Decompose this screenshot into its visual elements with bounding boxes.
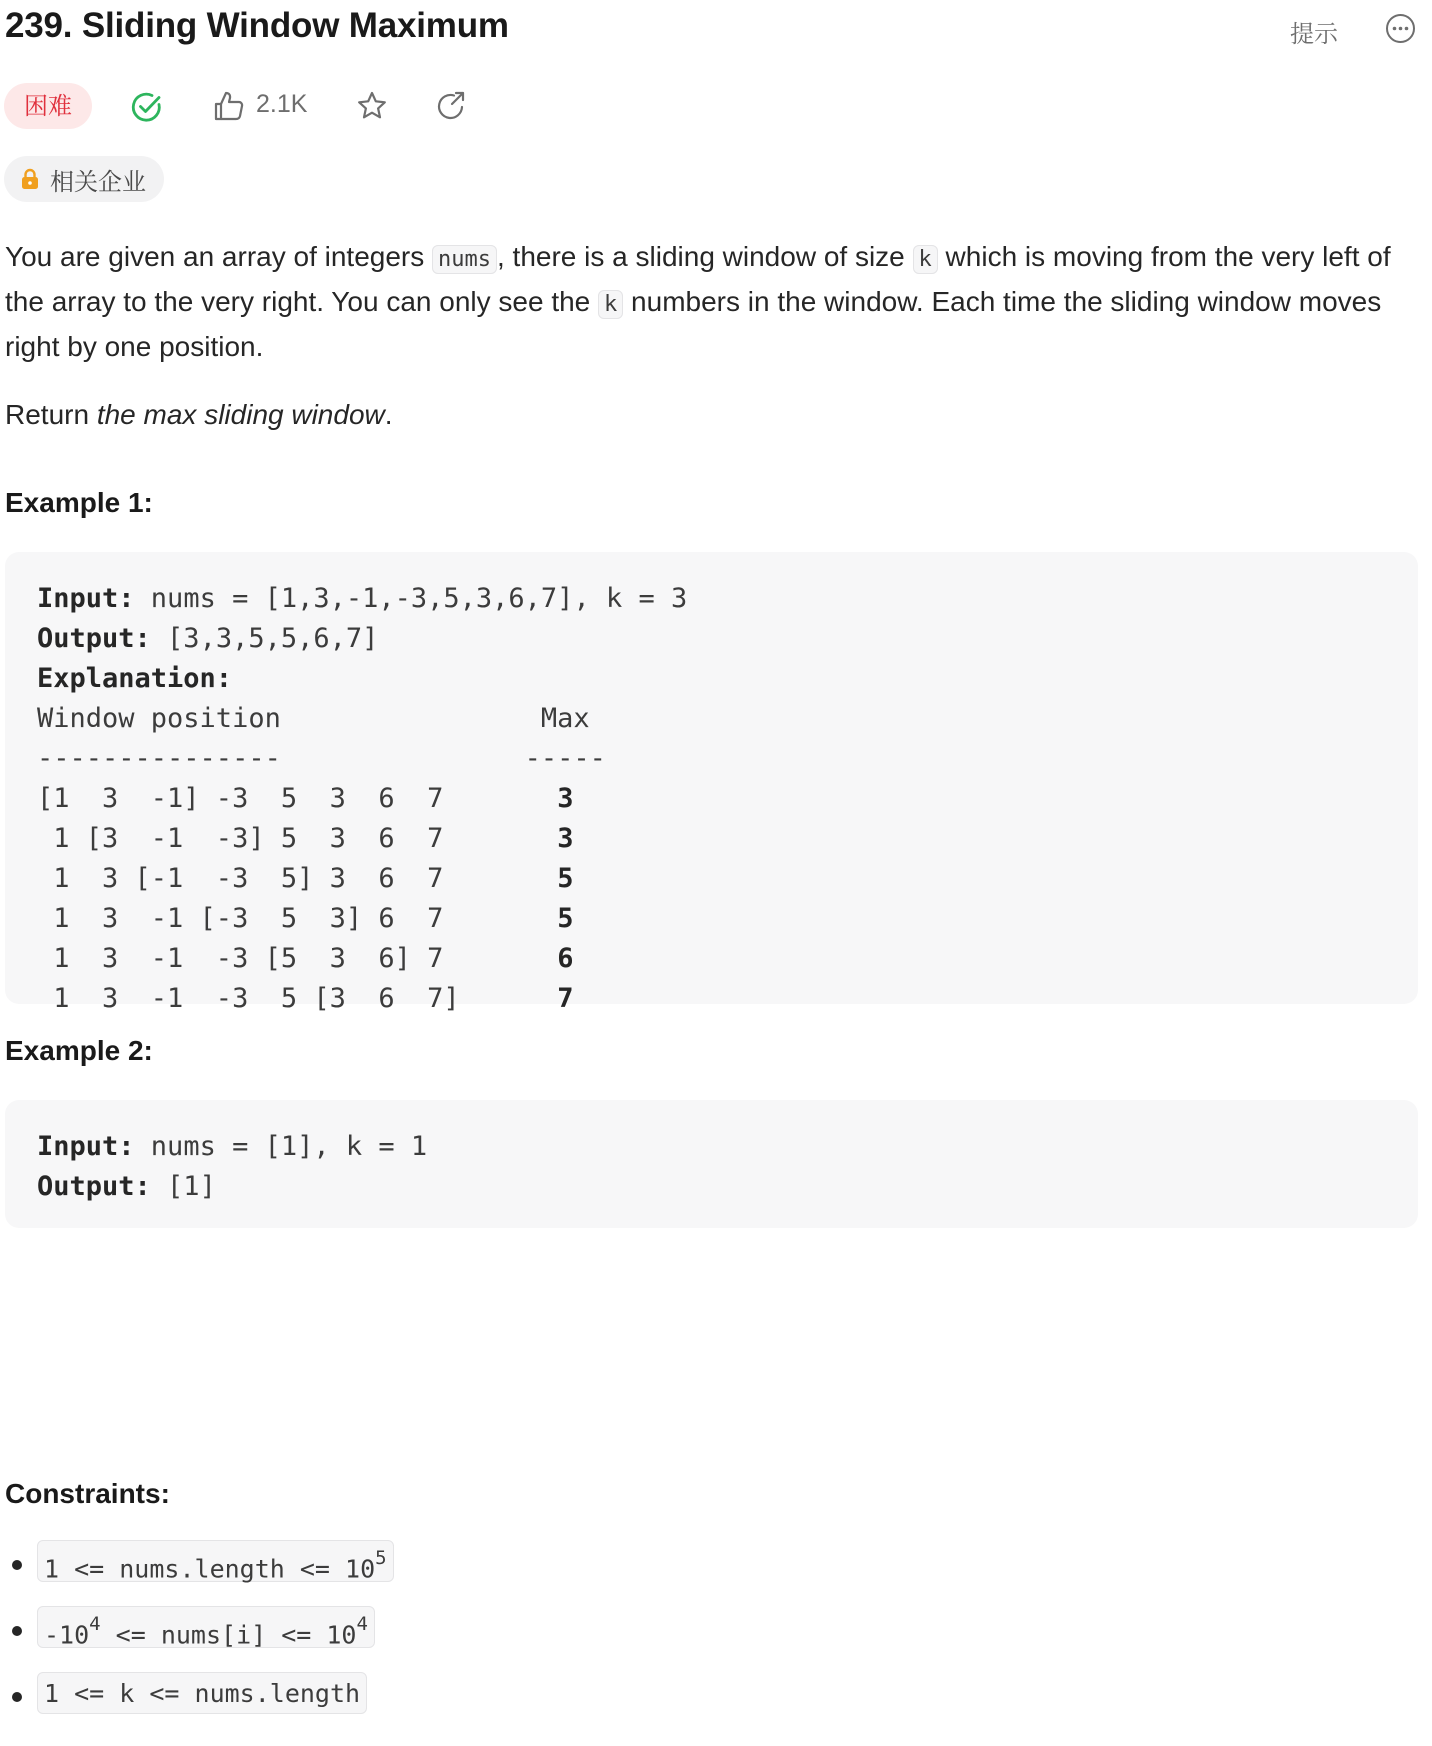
example-2-code: [37, 1127, 427, 1207]
bullet: [12, 1560, 22, 1570]
input-label: Input:: [37, 1131, 135, 1162]
window-position: 1 [3 -1 -3] 5 3 6 7: [37, 823, 460, 854]
more-horizontal-icon[interactable]: [1385, 13, 1416, 44]
problem-title: 239. Sliding Window Maximum: [5, 6, 509, 45]
inline-code: k: [598, 290, 623, 319]
output-label: Output:: [37, 623, 151, 654]
bullet: [12, 1692, 22, 1702]
desc-text: Return: [5, 399, 97, 430]
desc-text: numbers in the window. Each time the sliding window moves right by one position.: [5, 286, 1382, 362]
example-1-heading: Example 1:: [5, 487, 153, 518]
example-2-block: [5, 1100, 1418, 1228]
window-max: 3: [557, 783, 574, 814]
window-position: 1 3 -1 [-3 5 3] 6 7: [37, 903, 460, 934]
like-count: 2.1K: [256, 90, 308, 118]
lock-icon: [20, 168, 40, 190]
constraint-code: 1 <= k <= nums.length: [37, 1672, 367, 1714]
constraint-text: <= nums[i] <= 10: [100, 1620, 357, 1650]
input-label: Input:: [37, 583, 135, 614]
example-1-block: [5, 552, 1418, 1014]
output-label: Output:: [37, 1171, 151, 1202]
inline-code: nums: [432, 245, 497, 274]
constraint-exponent: 4: [356, 1613, 368, 1635]
constraint-code: [37, 1606, 375, 1648]
window-max: 7: [557, 983, 574, 1014]
window-position: [1 3 -1] -3 5 3 6 7: [37, 783, 460, 814]
constraint-code: [37, 1540, 394, 1582]
desc-text: , there is a sliding window of size: [497, 241, 913, 272]
table-header: Window position Max: [37, 703, 590, 734]
window-max: 5: [557, 863, 574, 894]
related-companies-tag[interactable]: [4, 156, 164, 202]
window-max: 6: [557, 943, 574, 974]
inline-code: k: [913, 245, 938, 274]
example-1-code: [37, 579, 687, 1019]
problem-description: [5, 236, 1425, 368]
difficulty-badge: 困难: [4, 83, 92, 129]
output-value: [3,3,5,5,6,7]: [150, 623, 379, 654]
explanation-label: Explanation:: [37, 663, 233, 694]
window-position: 1 3 -1 -3 [5 3 6] 7: [37, 943, 460, 974]
desc-text: which is moving from the very left of the array to the very right. You can only see the: [5, 241, 1391, 317]
bullet: [12, 1626, 22, 1636]
constraint-item: [5, 1540, 805, 1606]
constraint-item: [5, 1672, 805, 1738]
table-rule: --------------- -----: [37, 743, 606, 774]
window-max: 5: [557, 903, 574, 934]
share-icon[interactable]: [435, 90, 467, 122]
problem-meta-bar: [4, 83, 504, 129]
window-max: 3: [557, 823, 574, 854]
constraint-exponent: 5: [375, 1547, 387, 1569]
constraints-list: [5, 1540, 805, 1738]
return-statement: [5, 394, 393, 436]
example-2-heading: Example 2:: [5, 1035, 153, 1066]
constraints-heading: Constraints:: [5, 1478, 170, 1509]
constraint-item: [5, 1606, 805, 1672]
window-position: 1 3 -1 -3 5 [3 6 7]: [37, 983, 460, 1014]
input-value: nums = [1,3,-1,-3,5,3,6,7], k = 3: [134, 583, 688, 614]
input-value: nums = [1], k = 1: [134, 1131, 428, 1162]
constraint-text: -10: [44, 1620, 90, 1650]
hint-button[interactable]: 提示: [1290, 20, 1338, 48]
constraint-exponent: 4: [89, 1613, 101, 1635]
output-value: [1]: [150, 1171, 216, 1202]
star-icon[interactable]: [356, 90, 388, 122]
desc-text: You are given an array of integers: [5, 241, 433, 272]
window-position: 1 3 [-1 -3 5] 3 6 7: [37, 863, 460, 894]
desc-emphasis: the max sliding window: [96, 399, 385, 430]
constraint-text: 1 <= nums.length <= 10: [44, 1554, 376, 1584]
solved-check-icon: [130, 90, 164, 124]
related-companies-label: 相关企业: [50, 167, 146, 196]
desc-text: .: [384, 399, 393, 430]
thumbs-up-icon[interactable]: [213, 90, 245, 122]
